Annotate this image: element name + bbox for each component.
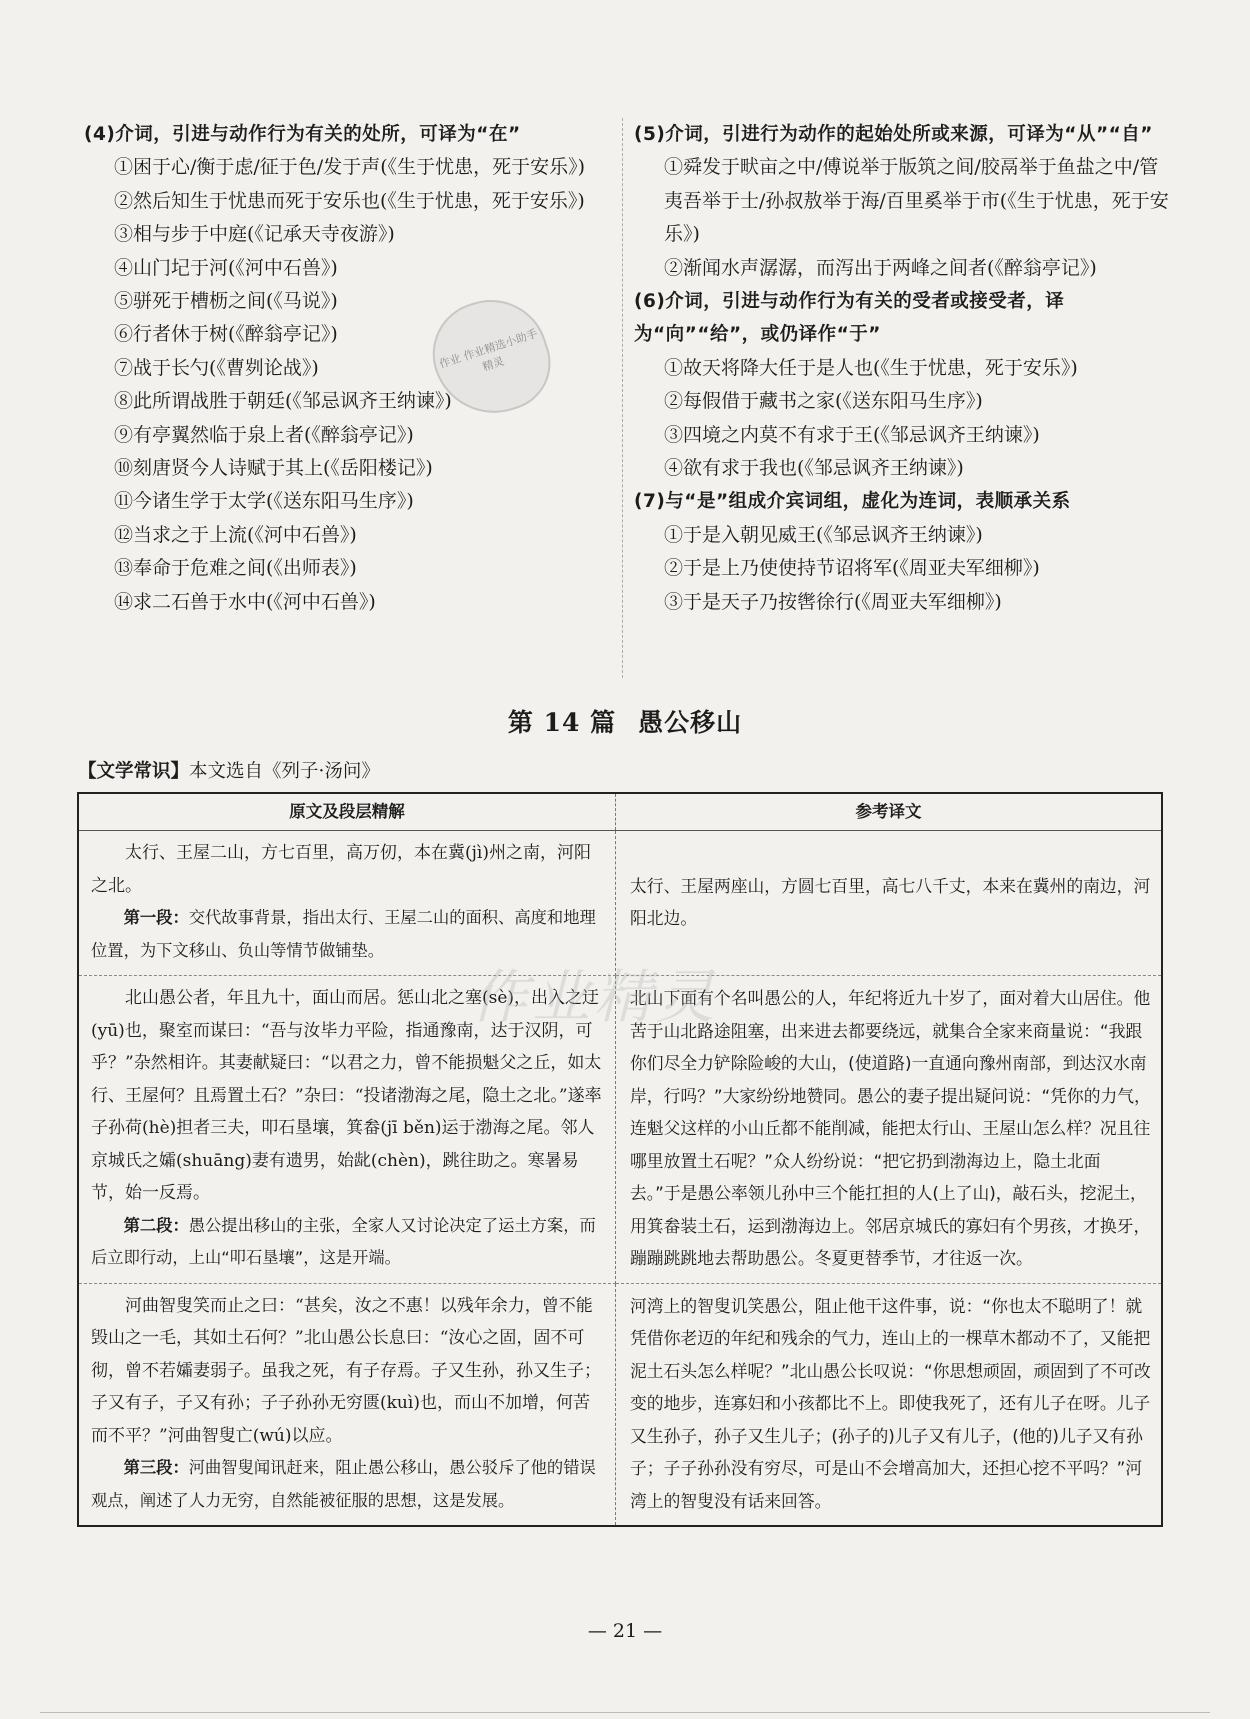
translation-text: 北山下面有个名叫愚公的人，年纪将近九十岁了，面对着大山居住。他苦于山北路途阻塞，出来进去都要绕远，就集合全家来商量说：“我跟你们尽全力铲除险峻的大山，(使道路)一直通向豫州南部，到达汉水南岸，行吗？”大家纷纷地赞同。愚公的妻子提出疑问说：“凭你的力气，连魁父这样的小山丘都不能削减，能把太行山、王屋山怎么样？况且往哪里放置土石呢？”众人纷纷说：“把它扔到渤海边上，隐土北面去。”于是愚公率领儿孙中三个能扛担的人(上了山)，敲石头，挖泥土，用箕畚装土石，运到渤海边上。邻居京城氏的寡妇有个男孩，才换牙，蹦蹦跳跳地去帮助愚公。冬夏更替季节，才往返一次。 <box>630 988 1151 1268</box>
literary-knowledge <box>78 757 380 783</box>
right-heading-6: (6)介词，引进与动作行为有关的受者或接受者，译为“向”“给”，或仍译作“于” <box>634 291 1065 346</box>
table-header-row <box>78 793 1162 831</box>
original-cell <box>78 976 616 1284</box>
original-text: 北山愚公者，年且九十，面山而居。惩山北之塞(sè)，出入之迂(yū)也，聚室而谋曰：“吾与汝毕力平险，指通豫南，达于汉阴，可乎？”杂然相许。其妻献疑曰：“以君之力，曾不能损魁父之丘，如太行、王屋何？且焉置土石？”杂曰：“投诸渤海之尾，隐土之北。”遂率子孙荷(hè)担者三夫，叩石垦壤，箕畚(jī běn)运于渤海之尾。邻人京城氏之孀(shuāng)妻有遗男，始龀(chèn)，跳往助之。寒暑易节，始一反焉。 <box>91 988 602 1203</box>
section-number: 第 14 篇 <box>507 708 617 737</box>
list-item: ①舜发于畎亩之中/傅说举于版筑之间/胶鬲举于鱼盐之中/管夷吾举于士/孙叔敖举于海/百里奚举于市(《生于忧患，死于安乐》) <box>664 156 1169 246</box>
section-name: 愚公移山 <box>638 708 743 737</box>
list-item: ③于是天子乃按辔徐行(《周亚夫军细柳》) <box>664 590 1002 613</box>
footer-rule <box>40 1712 1210 1713</box>
list-item: ②于是上乃使使持节诏将军(《周亚夫军细柳》) <box>664 557 1040 580</box>
list-item: ②然后知生于忧患而死于安乐也(《生于忧患，死于安乐》) <box>114 189 585 212</box>
list-item: ③四境之内莫不有求于王(《邹忌讽齐王纳谏》) <box>664 423 1040 446</box>
literary-text: 本文选自《列子·汤问》 <box>189 761 380 782</box>
translation-text: 河湾上的智叟讥笑愚公，阻止他干这件事，说：“你也太不聪明了！就凭借你老迈的年纪和残余的气力，连山上的一棵草木都动不了，又能把泥土石头怎么样呢？”北山愚公长叹说：“你思想顽固，顽固到了不可改变的地步，连寡妇和小孩都比不上。即使我死了，还有儿子在呀。儿子又生孙子，孙子又生儿子；(孙子的)儿子又有儿子，(他的)儿子又有孙子；子子孙孙没有穷尽，可是山不会增高加大，还担心挖不平吗？”河湾上的智叟没有话来回答。 <box>630 1295 1151 1511</box>
translation-cell <box>616 976 1163 1284</box>
header-translation: 参考译文 <box>616 793 1163 831</box>
list-item: ①故天将降大任于是人也(《生于忧患，死于安乐》) <box>664 356 1078 379</box>
list-item: ④欲有求于我也(《邹忌讽齐王纳谏》) <box>664 457 964 480</box>
list-item: ⑦战于长勺(《曹刿论战》) <box>114 356 319 379</box>
list-item: ⑩刻唐贤今人诗赋于其上(《岳阳楼记》) <box>114 457 433 480</box>
translation-text: 太行、王屋两座山，方圆七百里，高七八千丈，本来在冀州的南边，河阳北边。 <box>630 875 1151 928</box>
list-item: ①困于心/衡于虑/征于色/发于声(《生于忧患，死于安乐》) <box>114 156 586 179</box>
page-number: — 21 — <box>587 1620 663 1642</box>
left-heading: (4)介词，引进与动作行为有关的处所，可译为“在” <box>84 124 521 145</box>
analysis: 第二段：愚公提出移山的主张，全家人又讨论决定了运土方案，而后立即行动，上山“叩石垦壤”，这是开端。 <box>91 1215 596 1267</box>
header-original: 原文及段层精解 <box>78 793 616 831</box>
list-item: ⑨有亭翼然临于泉上者(《醉翁亭记》) <box>114 423 414 446</box>
literary-tag: 【文学常识】 <box>78 761 190 782</box>
original-cell <box>78 831 616 976</box>
list-item: ⑧此所谓战胜于朝廷(《邹忌讽齐王纳谏》) <box>114 390 452 413</box>
analysis: 第三段：河曲智叟闻讯赶来，阻止愚公移山，愚公驳斥了他的错误观点，阐述了人力无穷，自然能被征服的思想，这是发展。 <box>91 1458 596 1510</box>
list-item: ⑥行者休于树(《醉翁亭记》) <box>114 323 338 346</box>
table-row <box>78 1283 1162 1526</box>
list-item: ④山门圮于河(《河中石兽》) <box>114 256 338 279</box>
list-item: ①于是入朝见威王(《邹忌讽齐王纳谏》) <box>664 523 983 546</box>
original-cell <box>78 1283 616 1526</box>
list-item: ③相与步于中庭(《记承天寺夜游》) <box>114 223 395 246</box>
original-text: 太行、王屋二山，方七百里，高万仞，本在冀(jì)州之南，河阳之北。 <box>91 843 591 896</box>
column-divider <box>622 118 623 678</box>
text-translation-table <box>77 792 1163 1527</box>
list-item: ⑤骈死于槽枥之间(《马说》) <box>114 290 338 313</box>
analysis: 第一段：交代故事背景，指出太行、王屋二山的面积、高度和地理位置，为下文移山、负山等情节做铺垫。 <box>91 908 596 960</box>
right-column <box>634 118 1174 619</box>
table-row <box>78 976 1162 1284</box>
list-item: ②每假借于藏书之家(《送东阳马生序》) <box>664 390 983 413</box>
original-text: 河曲智叟笑而止之曰：“甚矣，汝之不惠！以残年余力，曾不能毁山之一毛，其如土石何？”北山愚公长息曰：“汝心之固，固不可彻，曾不若孀妻弱子。虽我之死，有子存焉。子又生孙，孙又生子；子又有子，子又有孙；子子孙孙无穷匮(kuì)也，而山不加增，何苦而不平？”河曲智叟亡(wú)以应。 <box>91 1295 601 1446</box>
right-heading-7: (7)与“是”组成介宾词组，虚化为连词，表顺承关系 <box>634 491 1071 513</box>
list-item: ⑫当求之于上流(《河中石兽》) <box>114 523 357 546</box>
watermark: 作业精灵 <box>470 963 719 1031</box>
translation-cell <box>616 1283 1163 1526</box>
section-title <box>0 703 1250 739</box>
list-item: ⑭求二石兽于水中(《河中石兽》) <box>114 590 376 613</box>
stamp-text: 作业 作业精选小助手 精灵 <box>437 326 540 374</box>
list-item: ⑪今诸生学于太学(《送东阳马生序》) <box>114 490 414 513</box>
table-row <box>78 831 1162 976</box>
translation-cell <box>616 831 1163 976</box>
list-item: ⑬奉命于危难之间(《出师表》) <box>114 557 357 580</box>
list-item: ②渐闻水声潺潺，而泻出于两峰之间者(《醉翁亭记》) <box>664 256 1097 279</box>
right-heading-5: (5)介词，引进行为动作的起始处所或来源，可译为“从”“自” <box>634 124 1153 145</box>
